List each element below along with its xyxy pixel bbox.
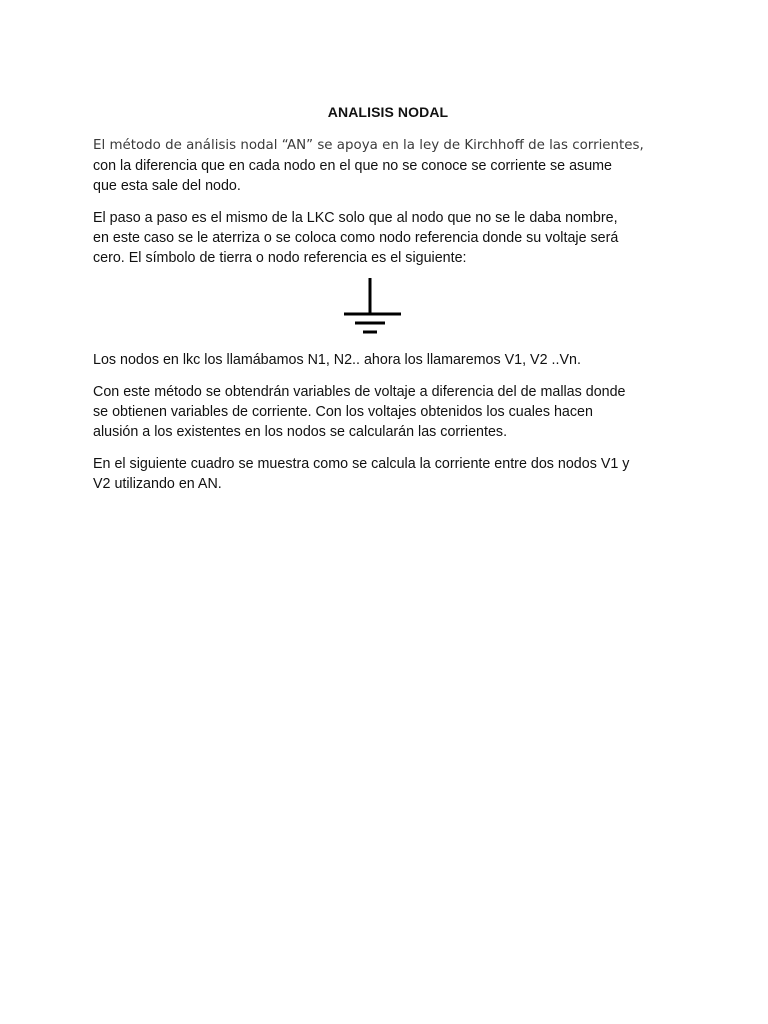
paragraph-line: Los nodos en lkc los llamábamos N1, N2.. ahora los llamaremos V1, V2 ..Vn. xyxy=(93,352,581,368)
document-body xyxy=(93,104,683,506)
ground-symbol-icon xyxy=(342,278,402,338)
paragraph-intro xyxy=(93,136,683,196)
paragraph-line: El método de análisis nodal “AN” se apoya en la ley de Kirchhoff de las corrientes, xyxy=(93,138,644,153)
paragraph-steps xyxy=(93,208,683,268)
paragraph-line: con la diferencia que en cada nodo en el que no se conoce se corriente se asume xyxy=(93,158,613,174)
paragraph-line: En el siguiente cuadro se muestra como se calcula la corriente entre dos nodos V1 y xyxy=(93,456,630,472)
ground-symbol-figure xyxy=(93,278,683,342)
paragraph-line: Con este método se obtendrán variables de voltaje a diferencia del de mallas donde xyxy=(93,384,626,400)
paragraph-nodes xyxy=(93,350,683,370)
page-title: ANALISIS NODAL xyxy=(327,104,449,120)
paragraph-line: que esta sale del nodo. xyxy=(93,178,241,194)
paragraph-method xyxy=(93,382,683,442)
paragraph-line: en este caso se le aterriza o se coloca como nodo referencia donde su voltaje será xyxy=(93,230,619,246)
paragraph-line: cero. El símbolo de tierra o nodo referencia es el siguiente: xyxy=(93,250,467,266)
paragraph-line: alusión a los existentes en los nodos se calcularán las corrientes. xyxy=(93,424,508,440)
paragraph-line: El paso a paso es el mismo de la LKC solo que al nodo que no se le daba nombre, xyxy=(93,210,618,226)
paragraph-table-intro xyxy=(93,454,683,494)
paragraph-line: se obtienen variables de corriente. Con los voltajes obtenidos los cuales hacen xyxy=(93,404,593,420)
paragraph-line: V2 utilizando en AN. xyxy=(93,476,222,492)
